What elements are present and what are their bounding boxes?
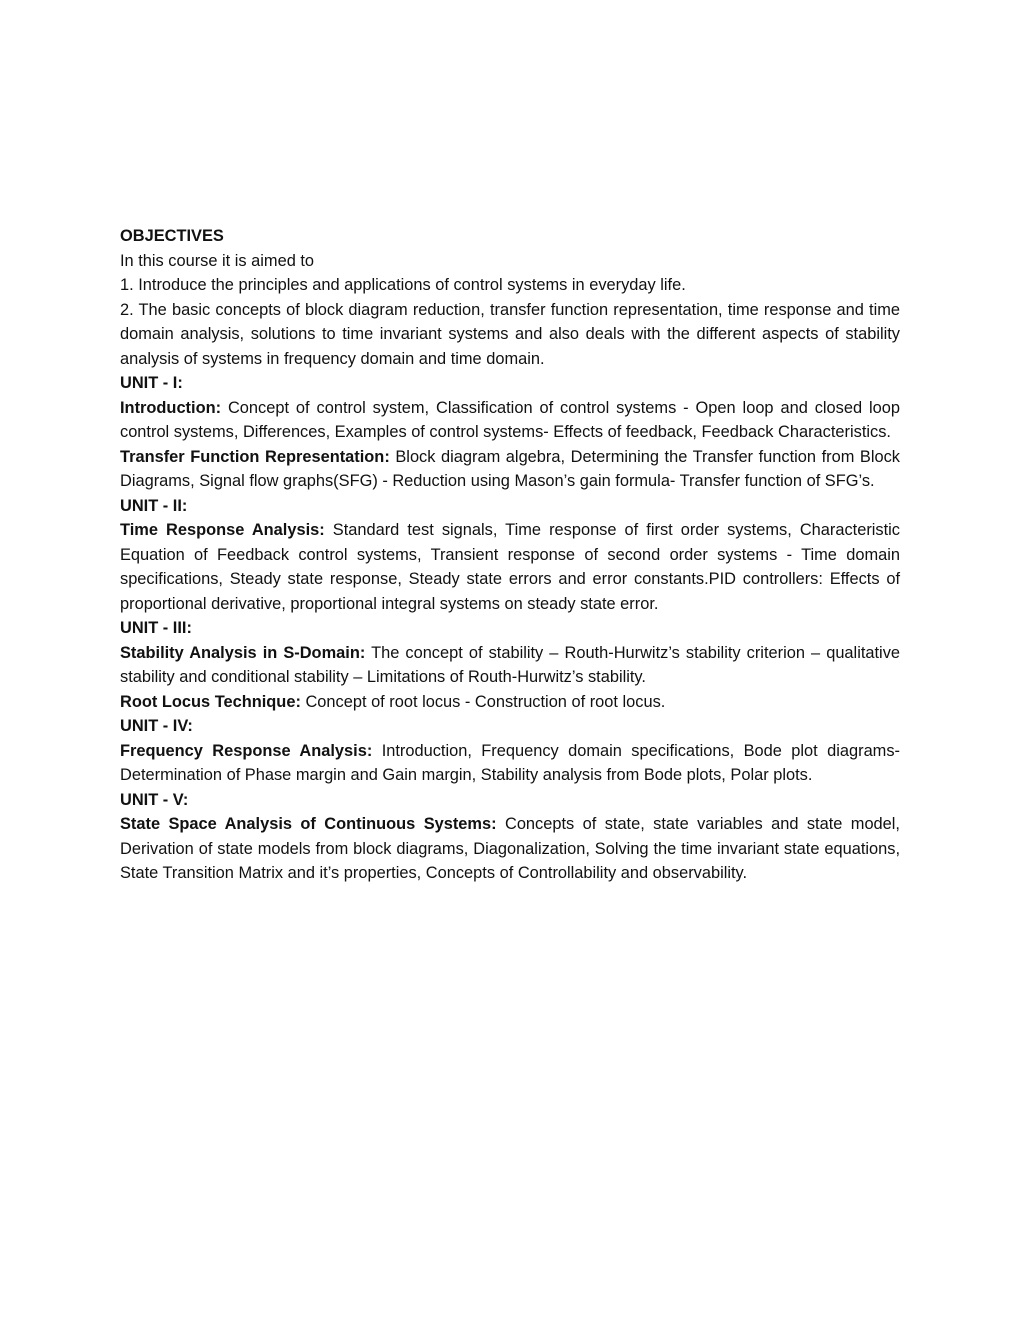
topic-lead: Stability Analysis in S-Domain:	[120, 643, 366, 662]
topic-lead: Time Response Analysis:	[120, 521, 325, 539]
objectives-intro: In this course it is aimed to	[120, 251, 315, 270]
topic-lead: Introduction:	[120, 398, 222, 417]
syllabus-page	[120, 224, 900, 886]
topic-text: The concept of stability – Routh-Hurwitz’s stability criterion – qualitative stability and conditional stability – Limitations of Routh-Hurwitz’s stability.	[120, 643, 901, 686]
unit-1-topic-transfer-function	[120, 445, 900, 494]
topic-text: Introduction, Frequency domain specifications, Bode plot diagrams-Determination of Phase margin and Gain margin, Stability analysis from Bode plots, Polar plots.	[120, 741, 900, 784]
topic-text: Block diagram algebra, Determining the Transfer function from Block Diagrams, Signal flow graphs(SFG) - Reduction using Mason’s gain formula- Transfer function of SFG’s.	[120, 447, 901, 490]
unit-1-heading: UNIT - I:	[120, 374, 183, 392]
unit-1-topic-introduction	[120, 396, 900, 445]
unit-3-heading: UNIT - III:	[120, 619, 192, 637]
unit-2-topic-time-response	[120, 518, 900, 616]
objectives-heading: OBJECTIVES	[120, 227, 224, 245]
objective-item-2: 2. The basic concepts of block diagram reduction, transfer function representation, time response and time domain analysis, solutions to time invariant systems and also deals with the different aspects of stability analysis of systems in frequency domain and time domain.	[120, 300, 900, 368]
unit-5-topic-state-space	[120, 812, 900, 886]
unit-2-heading: UNIT - II:	[120, 496, 188, 515]
topic-text: Concept of control system, Classification of control systems - Open loop and closed loop control systems, Differences, Examples of control systems- Effects of feedback, Feedback Characteristics.	[120, 398, 900, 441]
topic-lead: Frequency Response Analysis:	[120, 741, 373, 760]
unit-4-heading: UNIT - IV:	[120, 717, 193, 735]
topic-text: Standard test signals, Time response of first order systems, Characteristic Equation of Feedback control systems, Transient response of second order systems - Time domain specifications, Steady state response, Steady state errors and error constants.PID controllers: Effects of proportional derivative, proportional integral systems on steady state error.	[120, 521, 901, 613]
unit-4-topic-frequency-response	[120, 739, 900, 788]
topic-text: Concept of root locus - Construction of root locus.	[300, 692, 666, 711]
objective-item-1: 1. Introduce the principles and applications of control systems in everyday life.	[120, 276, 686, 294]
unit-3-topic-root-locus	[120, 690, 900, 715]
topic-lead: Root Locus Technique:	[120, 692, 301, 711]
unit-5-heading: UNIT - V:	[120, 790, 189, 809]
topic-lead: Transfer Function Representation:	[120, 447, 390, 466]
topic-lead: State Space Analysis of Continuous Systems:	[120, 815, 497, 833]
unit-3-topic-stability	[120, 641, 900, 690]
topic-text: Concepts of state, state variables and state model, Derivation of state models from block diagrams, Diagonalization, Solving the time invariant state equations, State Transition Matrix and it’s properties, Concepts of Controllability and observability.	[120, 815, 900, 882]
